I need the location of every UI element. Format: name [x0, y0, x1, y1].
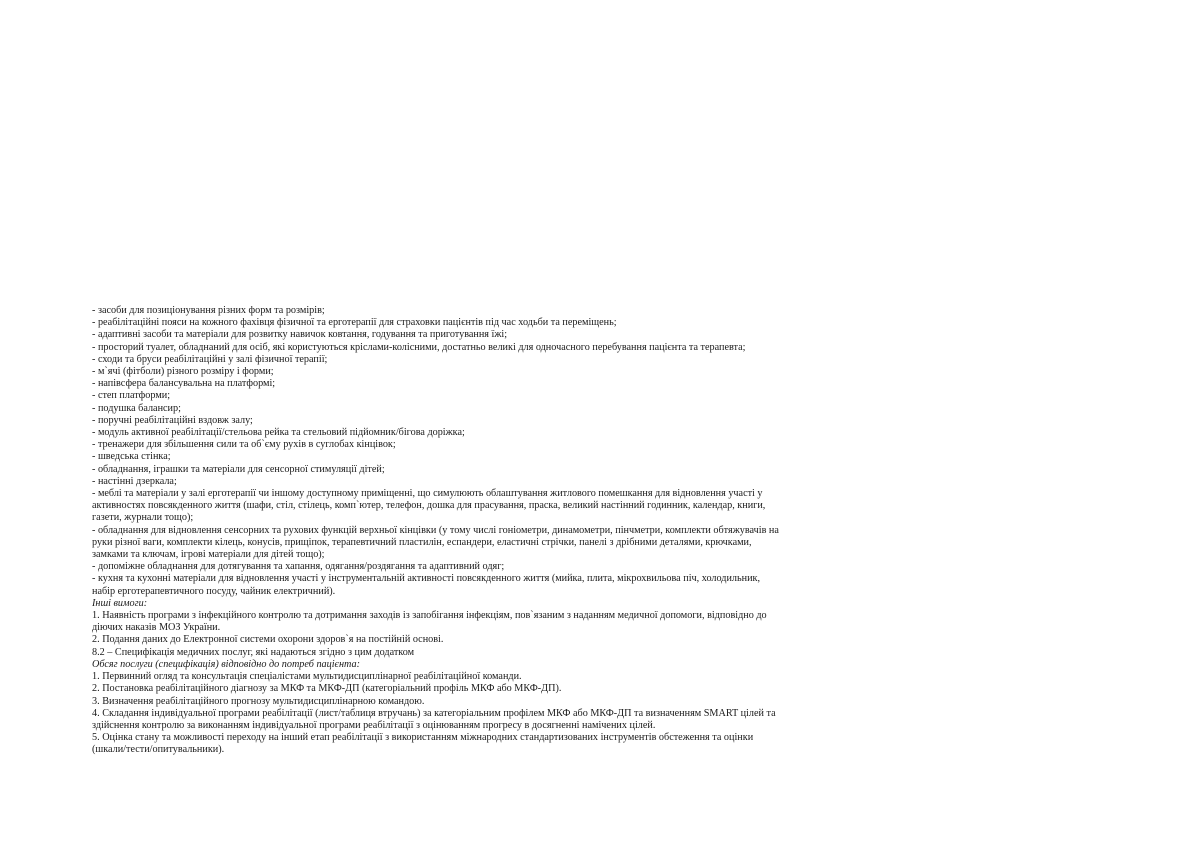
list-item: - просторий туалет, обладнаний для осіб, які користуються кріслами-колісними, достатньо великі для одночасного перебування пацієнта та терапевта; [92, 341, 746, 353]
list-item: - кухня та кухонні матеріали для відновлення участі у інструментальній активності повсякденного життя (мийка, плита, мікрохвильова піч, холодильник, набір ерготерапевтичного посуду, чайник електричний). [92, 573, 761, 597]
document-page [92, 305, 782, 757]
specification-section [92, 647, 782, 757]
list-item: 2. Подання даних до Електронної системи охорони здоров`я на постійній основі. [92, 634, 444, 646]
list-item: 2. Постановка реабілітаційного діагнозу за МКФ та МКФ-ДП (категоріальний профіль МКФ або МКФ-ДП). [92, 683, 562, 695]
list-item: - обладнання, іграшки та матеріали для сенсорної стимуляції дітей; [92, 463, 385, 475]
specification-title: 8.2 – Специфікація медичних послуг, які надаються згідно з цим додатком [92, 646, 415, 658]
list-item: - засоби для позиціонування різних форм та розмірів; [92, 305, 325, 316]
list-item: 3. Визначення реабілітаційного прогнозу мультидисциплінарною командою. [92, 695, 425, 707]
list-item: - реабілітаційні пояси на кожного фахівця фізичної та ерготерапії для страховки пацієнтів під час ходьби та переміщень; [92, 317, 617, 329]
list-item: - настінні дзеркала; [92, 475, 177, 487]
equipment-list [92, 305, 782, 598]
other-requirements-heading: Інші вимоги: [92, 597, 148, 609]
list-item: - подушка балансир; [92, 402, 181, 414]
list-item: - напівсфера балансувальна на платформі; [92, 378, 276, 390]
list-item: 1. Первинний огляд та консультація спеціалістами мультидисциплінарної реабілітаційної команди. [92, 671, 522, 683]
list-item: - модуль активної реабілітації/стельова рейка та стельовий підйомник/бігова доріжка; [92, 427, 465, 439]
other-requirements-section [92, 598, 782, 647]
list-item: - степ платформи; [92, 390, 171, 402]
list-item: - допоміжне обладнання для дотягування та хапання, одягання/роздягання та адаптивний одяг; [92, 561, 505, 573]
list-item: 4. Складання індивідуальної програми реабілітації (лист/таблиця втручань) за категоріальним профілем МКФ або МКФ-ДП та визначенням SMART цілей та здійснення контролю за виконанням індивідуальної програми реабілітації з оцінюванням прогресу в досягненні намічених цілей. [92, 707, 776, 731]
list-item: - меблі та матеріали у залі ерготерапії чи іншому доступному приміщенні, що симулюють облаштування житлового помешкання для відновлення участі у активностях повсякденного життя (шафи, стіл, стілець, комп`ютер, телефон, дошка для прасування, праска, великий настінний годинник, календар, книги, газети, журнали тощо); [92, 488, 766, 524]
list-item: - адаптивні засоби та матеріали для розвитку навичок ковтання, годування та приготування їжі; [92, 329, 508, 341]
list-item: 1. Наявність програми з інфекційного контролю та дотримання заходів із запобігання інфекціям, пов`язаним з наданням медичної допомоги, відповідно до діючих наказів МОЗ України. [92, 610, 767, 634]
list-item: - м`ячі (фітболи) різного розміру і форми; [92, 366, 274, 378]
list-item: - поручні реабілітаційні вздовж залу; [92, 414, 253, 426]
list-item: - шведська стінка; [92, 451, 171, 463]
list-item: - обладнання для відновлення сенсорних та рухових функцій верхньої кінцівки (у тому числі гоніометри, динамометри, пінчметри, комплекти обтяжувачів на руки різної ваги, комплекти кілець, конусів, прищіпок, терапевтичний пластилін, еспандери, еластичні стрічки, панелі з дрібними деталями, крючками, замками та ключам, ігрові матеріали для дітей тощо); [92, 524, 779, 561]
specification-heading: Обсяг послуги (специфікація) відповідно до потреб пацієнта: [92, 658, 361, 670]
list-item: - тренажери для збільшення сили та об`єму рухів в суглобах кінцівок; [92, 439, 396, 451]
list-item: - сходи та бруси реабілітаційні у залі фізичної терапії; [92, 353, 328, 365]
list-item: 5. Оцінка стану та можливості переходу на інший етап реабілітації з використанням міжнародних стандартизованих інструментів обстеження та оцінки (шкали/тести/опитувальники). [92, 732, 754, 756]
